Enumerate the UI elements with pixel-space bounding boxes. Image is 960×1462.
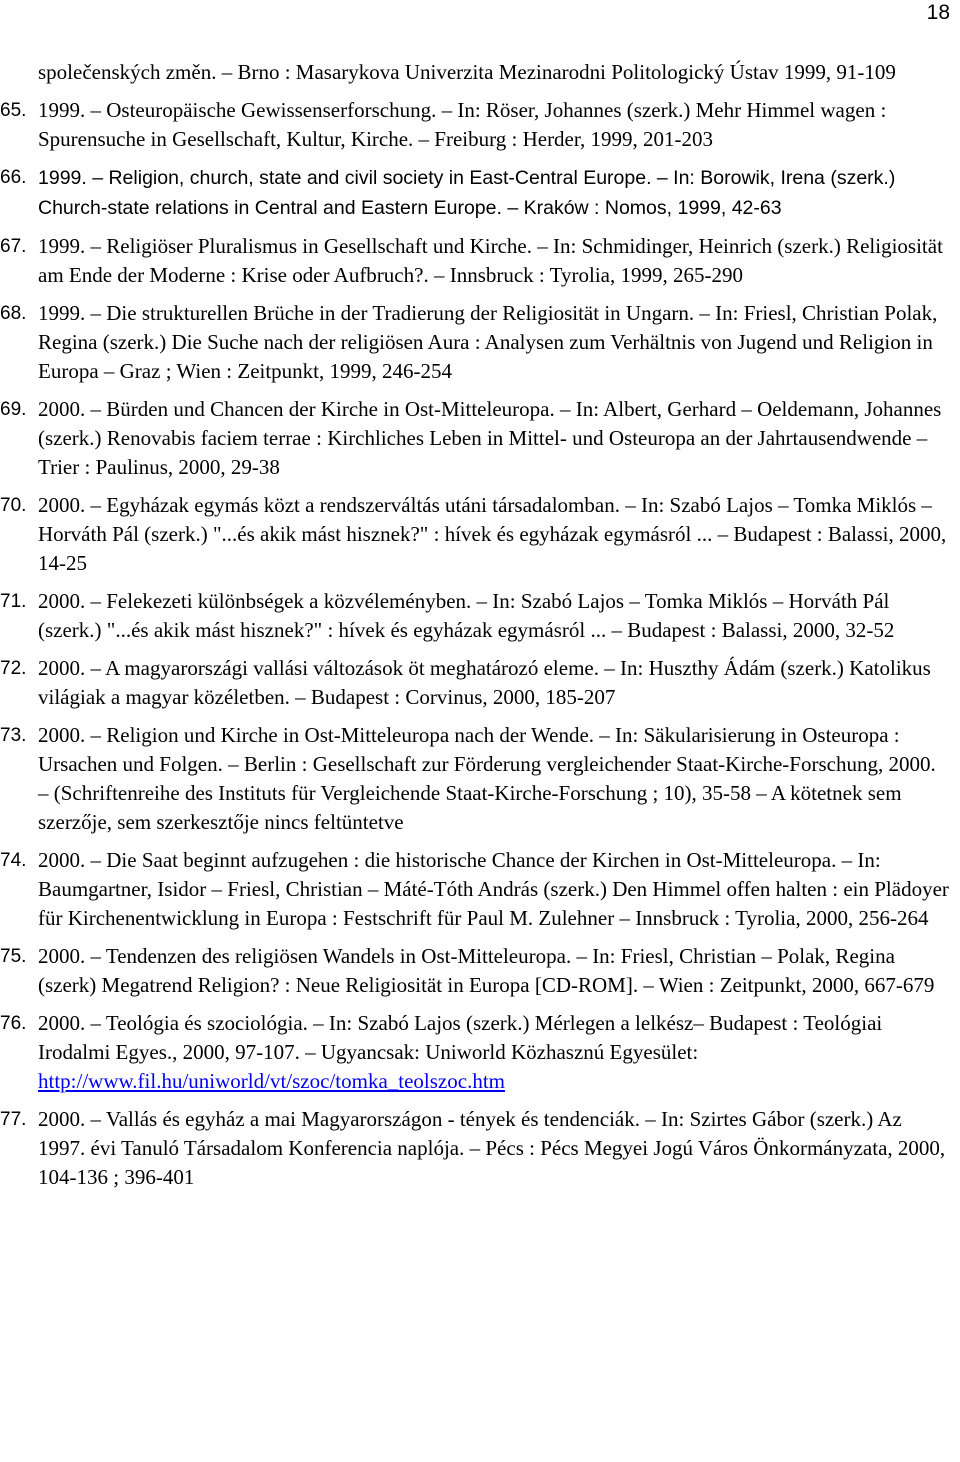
entry-number: 73. (0, 725, 27, 746)
bibliography-entry-71 (0, 587, 950, 645)
uniworld-link[interactable]: http://www.fil.hu/uniworld/vt/szoc/tomka_teolszoc.htm (38, 1069, 505, 1093)
entry-number: 67. (0, 236, 27, 257)
bibliography-entry-69 (0, 395, 950, 482)
bibliography-entry-72 (0, 654, 950, 712)
entry-text: 2000. – Tendenzen des religiösen Wandels in Ost-Mitteleuropa. – In: Friesl, Christian – Polak, Regina (szerk) Megatrend Religion? : Neue Religiosität in Europa [CD-ROM]. – Wien : Zeitpunkt, 2000, 667-679 (38, 944, 935, 997)
bibliography-entry-75 (0, 942, 950, 1000)
entry-number: 77. (0, 1109, 27, 1130)
entry-text: 2000. – Religion und Kirche in Ost-Mitteleuropa nach der Wende. – In: Säkularisierung in Osteuropa : Ursachen und Folgen. – Berlin : Gesellschaft zur Förderung vergleichender Staat-Kirche-Forschung, 2000. – (Schriftenreihe des Instituts für Vergleichende Staat-Kirche-Forschung ; 10), 35-58 – A kötetnek sem szerzője, sem szerkesztője nincs feltüntetve (38, 723, 936, 834)
entry-text: 2000. – Vallás és egyház a mai Magyarországon - tények és tendenciák. – In: Szirtes Gábor (szerk.) Az 1997. évi Tanuló Társadalom Konferencia naplója. – Pécs : Pécs Megyei Jogú Város Önkormányzata, 2000, 104-136 ; 396-401 (38, 1107, 946, 1189)
page-number: 18 (926, 1, 950, 24)
bibliography-entry-67 (0, 232, 950, 290)
entry-text: 2000. – Die Saat beginnt aufzugehen : die historische Chance der Kirchen in Ost-Mitteleuropa. – In: Baumgartner, Isidor – Friesl, Christian – Máté-Tóth András (szerk.) Den Himmel offen halten : ein Plädoyer für Kirchenentwicklung in Europa : Festschrift für Paul M. Zulehner – Innsbruck : Tyrolia, 2000, 256-264 (38, 848, 949, 930)
entry-text: 2000. – Teológia és szociológia. – In: Szabó Lajos (szerk.) Mérlegen a lelkész– Budapest : Teológiai Irodalmi Egyes., 2000, 97-107. – Ugyancsak: Uniworld Közhasznú Egyesület: (38, 1011, 883, 1064)
entry-number: 72. (0, 658, 27, 679)
entry-number: 68. (0, 303, 27, 324)
entry-text: 2000. – A magyarországi vallási változások öt meghatározó eleme. – In: Huszthy Ádám (szerk.) Katolikus világiak a magyar közéletben. – Budapest : Corvinus, 2000, 185-207 (38, 656, 931, 709)
bibliography-entry-73 (0, 721, 950, 837)
entry-text: 2000. – Bürden und Chancen der Kirche in Ost-Mitteleuropa. – In: Albert, Gerhard – Oeldemann, Johannes (szerk.) Renovabis faciem terrae : Kirchliches Leben in Mittel- und Osteuropa an der Jahrtausendwende – Trier : Paulinus, 2000, 29-38 (38, 397, 942, 479)
entry-number: 71. (0, 591, 27, 612)
bibliography-entry-70 (0, 491, 950, 578)
bibliography-list (0, 58, 950, 1201)
entry-text: 1999. – Religion, church, state and civil society in East-Central Europe. – In: Borowik, Irena (szerk.) Church-state relations in Central and Eastern Europe. – Kraków : Nomos, 1999, 42-63 (38, 167, 896, 219)
entry-text: 1999. – Religiöser Pluralismus in Gesellschaft und Kirche. – In: Schmidinger, Heinrich (szerk.) Religiosität am Ende der Moderne : Krise oder Aufbruch?. – Innsbruck : Tyrolia, 1999, 265-290 (38, 234, 943, 287)
bibliography-entry-66 (0, 163, 950, 223)
bibliography-entry-65 (0, 96, 950, 154)
entry-number: 74. (0, 850, 27, 871)
entry-number: 76. (0, 1013, 27, 1034)
continued-entry (0, 58, 950, 87)
entry-text: 1999. – Osteuropäische Gewissenserforschung. – In: Röser, Johannes (szerk.) Mehr Himmel wagen : Spurensuche in Gesellschaft, Kultur, Kirche. – Freiburg : Herder, 1999, 201-203 (38, 98, 887, 151)
entry-number: 66. (0, 167, 27, 188)
entry-number: 75. (0, 946, 27, 967)
bibliography-entry-74 (0, 846, 950, 933)
bibliography-entry-77 (0, 1105, 950, 1192)
bibliography-entry-68 (0, 299, 950, 386)
entry-number: 69. (0, 399, 27, 420)
entry-text: 2000. – Egyházak egymás közt a rendszerváltás utáni társadalomban. – In: Szabó Lajos – Tomka Miklós – Horváth Pál (szerk.) "...és akik mást hisznek?" : hívek és egyházak egymásról ... – Budapest : Balassi, 2000, 14-25 (38, 493, 947, 575)
entry-number: 70. (0, 495, 27, 516)
entry-text: společenských změn. – Brno : Masarykova Univerzita Mezinarodni Politologický Ústav 1999, 91-109 (38, 60, 896, 84)
entry-text: 1999. – Die strukturellen Brüche in der Tradierung der Religiosität in Ungarn. – In: Friesl, Christian Polak, Regina (szerk.) Die Suche nach der religiösen Aura : Analysen zum Verhältnis von Jugend und Religion in Europa – Graz ; Wien : Zeitpunkt, 1999, 246-254 (38, 301, 938, 383)
bibliography-entry-76 (0, 1009, 950, 1096)
entry-number: 65. (0, 100, 27, 121)
entry-text: 2000. – Felekezeti különbségek a közvéleményben. – In: Szabó Lajos – Tomka Miklós – Horváth Pál (szerk.) "...és akik mást hisznek?" : hívek és egyházak egymásról ... – Budapest : Balassi, 2000, 32-52 (38, 589, 895, 642)
